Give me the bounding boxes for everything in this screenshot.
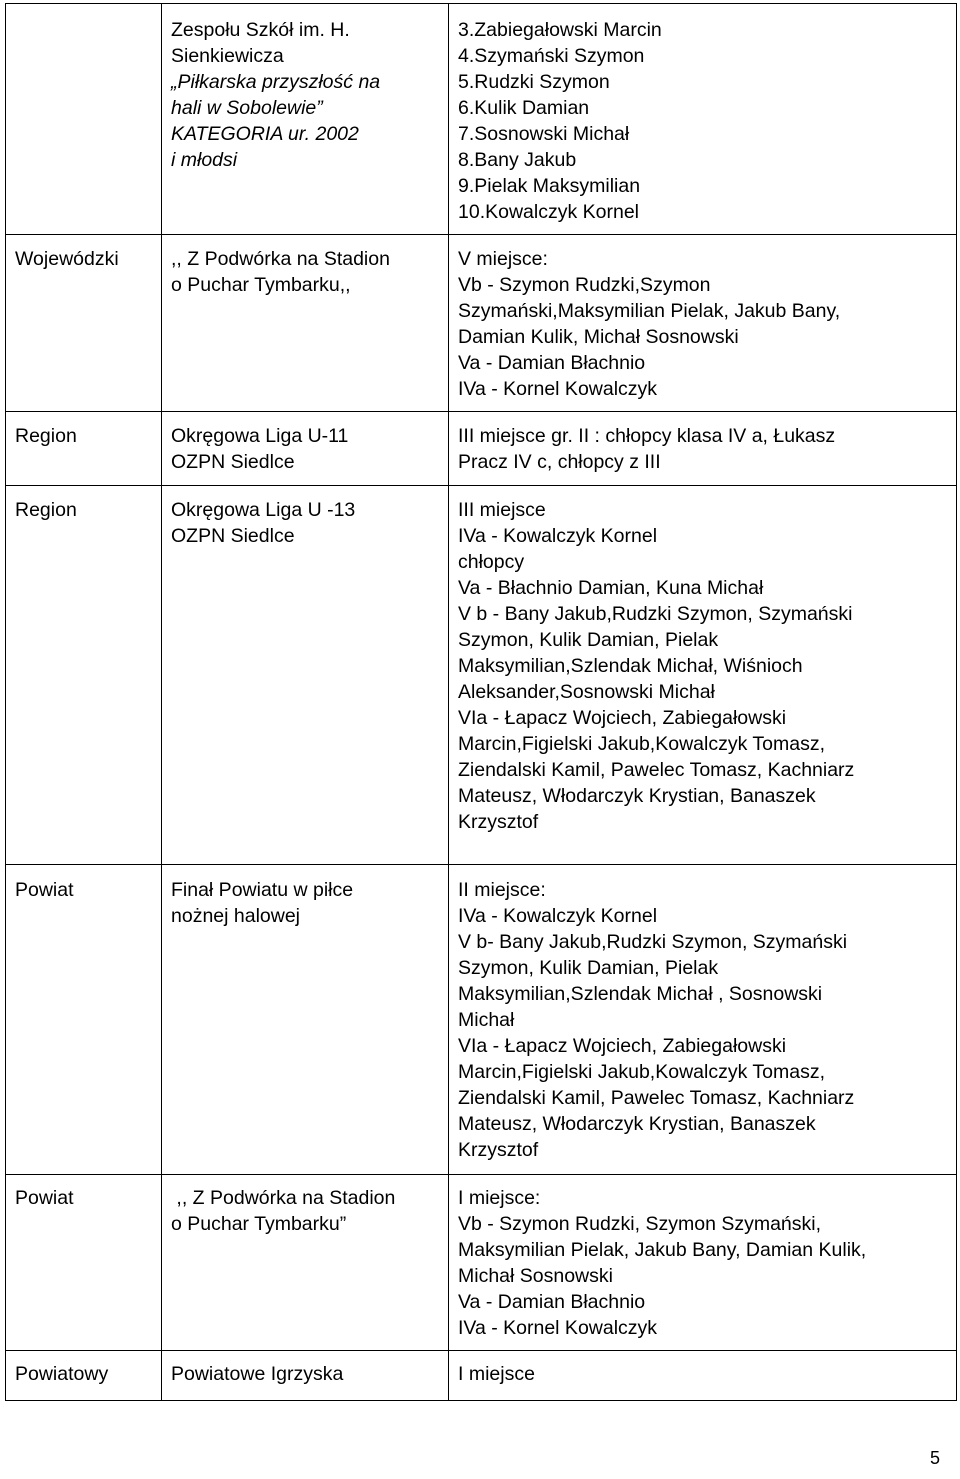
result-line: Vb - Szymon Rudzki, Szymon Szymański, [458, 1213, 822, 1235]
result-line: Krzysztof [458, 1139, 539, 1161]
result-line: Szymański,Maksymilian Pielak, Jakub Bany, [458, 300, 841, 322]
level-cell [6, 486, 162, 865]
level-cell [6, 865, 162, 1175]
result-line: 6.Kulik Damian [458, 97, 590, 119]
event-cell [162, 235, 449, 412]
result-line: Va - Damian Błachnio [458, 1291, 646, 1313]
level-cell [6, 1351, 162, 1401]
result-line: 7.Sosnowski Michał [458, 123, 630, 145]
event-cell [162, 486, 449, 865]
result-cell [449, 412, 957, 486]
event-line: KATEGORIA ur. 2002 [171, 123, 359, 145]
result-line: Damian Kulik, Michał Sosnowski [458, 326, 739, 348]
event-line: Okręgowa Liga U -13 [171, 499, 356, 521]
level-text: Region [15, 499, 77, 521]
result-line: V b- Bany Jakub,Rudzki Szymon, Szymański [458, 931, 848, 953]
result-line: Ziendalski Kamil, Pawelec Tomasz, Kachniarz [458, 759, 855, 781]
table-row [6, 865, 957, 1175]
result-cell [449, 4, 957, 235]
event-line: hali w Sobolewie” [171, 97, 323, 119]
event-line: Sienkiewicza [171, 45, 284, 67]
event-line: nożnej halowej [171, 905, 301, 927]
result-line: Michał [458, 1009, 515, 1031]
table-row [6, 4, 957, 235]
result-line: Szymon, Kulik Damian, Pielak [458, 629, 719, 651]
result-cell [449, 486, 957, 865]
table-row [6, 412, 957, 486]
result-line: Ziendalski Kamil, Pawelec Tomasz, Kachniarz [458, 1087, 855, 1109]
event-line: o Puchar Tymbarku” [171, 1213, 347, 1235]
result-line: IVa - Kornel Kowalczyk [458, 1317, 658, 1339]
result-line: III miejsce gr. II : chłopcy klasa IV a, Łukasz [458, 425, 836, 447]
level-text: Powiat [15, 879, 74, 901]
result-line: V miejsce: [458, 248, 548, 270]
results-table [5, 3, 957, 1401]
event-line: OZPN Siedlce [171, 451, 295, 473]
result-line: IVa - Kowalczyk Kornel [458, 905, 658, 927]
result-line: Aleksander,Sosnowski Michał [458, 681, 715, 703]
result-line: I miejsce [458, 1363, 535, 1385]
result-line: II miejsce: [458, 879, 546, 901]
event-cell [162, 1351, 449, 1401]
result-line: 8.Bany Jakub [458, 149, 577, 171]
result-cell [449, 1351, 957, 1401]
result-line: Marcin,Figielski Jakub,Kowalczyk Tomasz, [458, 1061, 826, 1083]
table-row [6, 1351, 957, 1401]
event-line: Powiatowe Igrzyska [171, 1363, 344, 1385]
page-number: 5 [929, 1448, 940, 1468]
result-cell [449, 235, 957, 412]
result-line: Vb - Szymon Rudzki,Szymon [458, 274, 711, 296]
event-line: ,, Z Podwórka na Stadion [171, 1187, 396, 1209]
level-text: Powiatowy [15, 1363, 109, 1385]
result-line: 9.Pielak Maksymilian [458, 175, 641, 197]
event-line: Okręgowa Liga U-11 [171, 425, 349, 447]
result-line: V b - Bany Jakub,Rudzki Szymon, Szymański [458, 603, 853, 625]
result-cell [449, 865, 957, 1175]
event-cell [162, 412, 449, 486]
level-text: Wojewódzki [15, 248, 119, 270]
result-line: chłopcy [458, 551, 525, 573]
level-cell [6, 1175, 162, 1351]
level-cell [6, 235, 162, 412]
event-line: o Puchar Tymbarku,, [171, 274, 351, 296]
result-line: Szymon, Kulik Damian, Pielak [458, 957, 719, 979]
result-line: Mateusz, Włodarczyk Krystian, Banaszek [458, 785, 816, 807]
result-line: Va - Błachnio Damian, Kuna Michał [458, 577, 764, 599]
event-line: „Piłkarska przyszłość na [171, 71, 381, 93]
event-cell [162, 865, 449, 1175]
event-line: ,, Z Podwórka na Stadion [171, 248, 390, 270]
result-line: Maksymilian Pielak, Jakub Bany, Damian Kulik, [458, 1239, 867, 1261]
result-line: Michał Sosnowski [458, 1265, 613, 1287]
result-line: Krzysztof [458, 811, 539, 833]
event-line: i młodsi [171, 149, 238, 171]
result-cell [449, 1175, 957, 1351]
result-line: Maksymilian,Szlendak Michał, Wiśnioch [458, 655, 803, 677]
event-line: Finał Powiatu w piłce [171, 879, 354, 901]
result-line: VIa - Łapacz Wojciech, Zabiegałowski [458, 707, 787, 729]
level-cell [6, 412, 162, 486]
level-cell [6, 4, 162, 235]
result-line: 3.Zabiegałowski Marcin [458, 19, 662, 41]
result-line: 10.Kowalczyk Kornel [458, 201, 640, 223]
event-line: OZPN Siedlce [171, 525, 295, 547]
event-cell [162, 4, 449, 235]
result-line: Marcin,Figielski Jakub,Kowalczyk Tomasz, [458, 733, 826, 755]
table-row [6, 486, 957, 865]
result-line: VIa - Łapacz Wojciech, Zabiegałowski [458, 1035, 787, 1057]
result-line: Maksymilian,Szlendak Michał , Sosnowski [458, 983, 823, 1005]
result-line: IVa - Kowalczyk Kornel [458, 525, 658, 547]
table-row [6, 1175, 957, 1351]
event-line: Zespołu Szkół im. H. [171, 19, 350, 41]
result-line: Va - Damian Błachnio [458, 352, 646, 374]
result-line: 4.Szymański Szymon [458, 45, 645, 67]
result-line: Pracz IV c, chłopcy z III [458, 451, 661, 473]
result-line: 5.Rudzki Szymon [458, 71, 610, 93]
event-cell [162, 1175, 449, 1351]
result-line: IVa - Kornel Kowalczyk [458, 378, 658, 400]
level-text: Region [15, 425, 77, 447]
level-text: Powiat [15, 1187, 74, 1209]
result-line: Mateusz, Włodarczyk Krystian, Banaszek [458, 1113, 816, 1135]
result-line: III miejsce [458, 499, 546, 521]
result-line: I miejsce: [458, 1187, 541, 1209]
table-row [6, 235, 957, 412]
